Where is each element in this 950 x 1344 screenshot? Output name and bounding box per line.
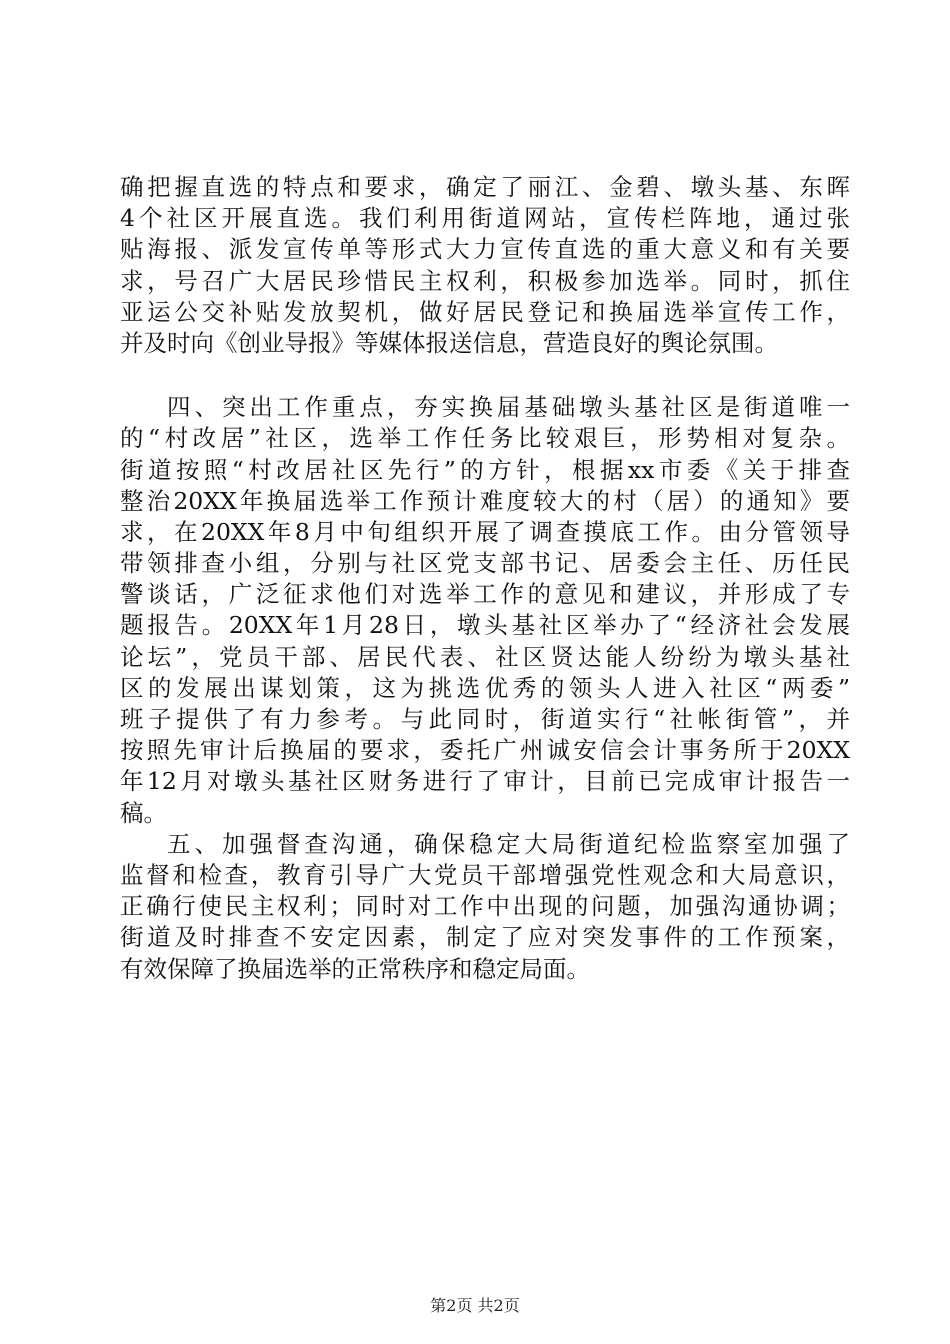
document-body [120,172,850,985]
text-line: 贴海报、派发宣传单等形式大力宣传直选的重大意义和有关要 [120,235,850,264]
text-line: 区的发展出谋划策，这为挑选优秀的领头人进入社区“两委” [120,673,850,702]
text-line: 稿。 [120,798,167,827]
text-line: 五、加强督查沟通，确保稳定大局街道纪检监察室加强了 [167,829,850,858]
text-line: 有效保障了换届选举的正常秩序和稳定局面。 [120,954,590,983]
text-line: 求，在20XX年8月中旬组织开展了调查摸底工作。由分管领导 [120,517,850,546]
paragraph-1 [120,172,850,359]
text-line: 题报告。20XX年1月28日，墩头基社区举办了“经济社会发展 [120,611,850,640]
text-line: 监督和检查，教育引导广大党员干部增强党性观念和大局意识， [120,860,850,889]
paragraph-3 [120,829,850,985]
text-line: 整治20XX年换届选举工作预计难度较大的村（居）的通知》要 [120,486,850,515]
text-line: 警谈话，广泛征求他们对选举工作的意见和建议，并形成了专 [120,580,850,609]
text-line: 4个社区开展直选。我们利用街道网站，宣传栏阵地，通过张 [120,204,850,233]
text-line: 论坛”，党员干部、居民代表、社区贤达能人纷纷为墩头基社 [120,642,850,671]
page-footer [0,1296,950,1316]
text-line: 年12月对墩头基社区财务进行了审计，目前已完成审计报告一 [120,767,850,796]
text-line: 街道及时排查不安定因素，制定了应对突发事件的工作预案， [120,923,850,952]
text-line: 四、突出工作重点，夯实换届基础墩头基社区是街道唯一 [167,393,850,422]
text-line: 带领排查小组，分别与社区党支部书记、居委会主任、历任民 [120,549,850,578]
text-line: 亚运公交补贴发放契机，做好居民登记和换届选举宣传工作， [120,297,850,326]
text-line: 求，号召广大居民珍惜民主权利，积极参加选举。同时，抓住 [120,266,850,295]
text-line: 并及时向《创业导报》等媒体报送信息，营造良好的舆论氛围。 [120,328,778,357]
text-line: 班子提供了有力参考。与此同时，街道实行“社帐街管”，并 [120,705,850,733]
text-line: 的“村改居”社区，选举工作任务比较艰巨，形势相对复杂。 [120,424,850,453]
paragraph-spacer [120,359,850,392]
text-line: 按照先审计后换届的要求，委托广州诚安信会计事务所于20XX [120,736,850,765]
text-line: 确把握直选的特点和要求，确定了丽江、金碧、墩头基、东晖 [120,173,850,201]
text-line: 街道按照“村改居社区先行”的方针，根据xx市委《关于排查 [120,455,850,484]
page-number-label: 第2页 共2页 [430,1296,520,1315]
paragraph-2 [120,392,850,829]
text-line: 正确行使民主权利；同时对工作中出现的问题，加强沟通协调； [120,892,850,921]
